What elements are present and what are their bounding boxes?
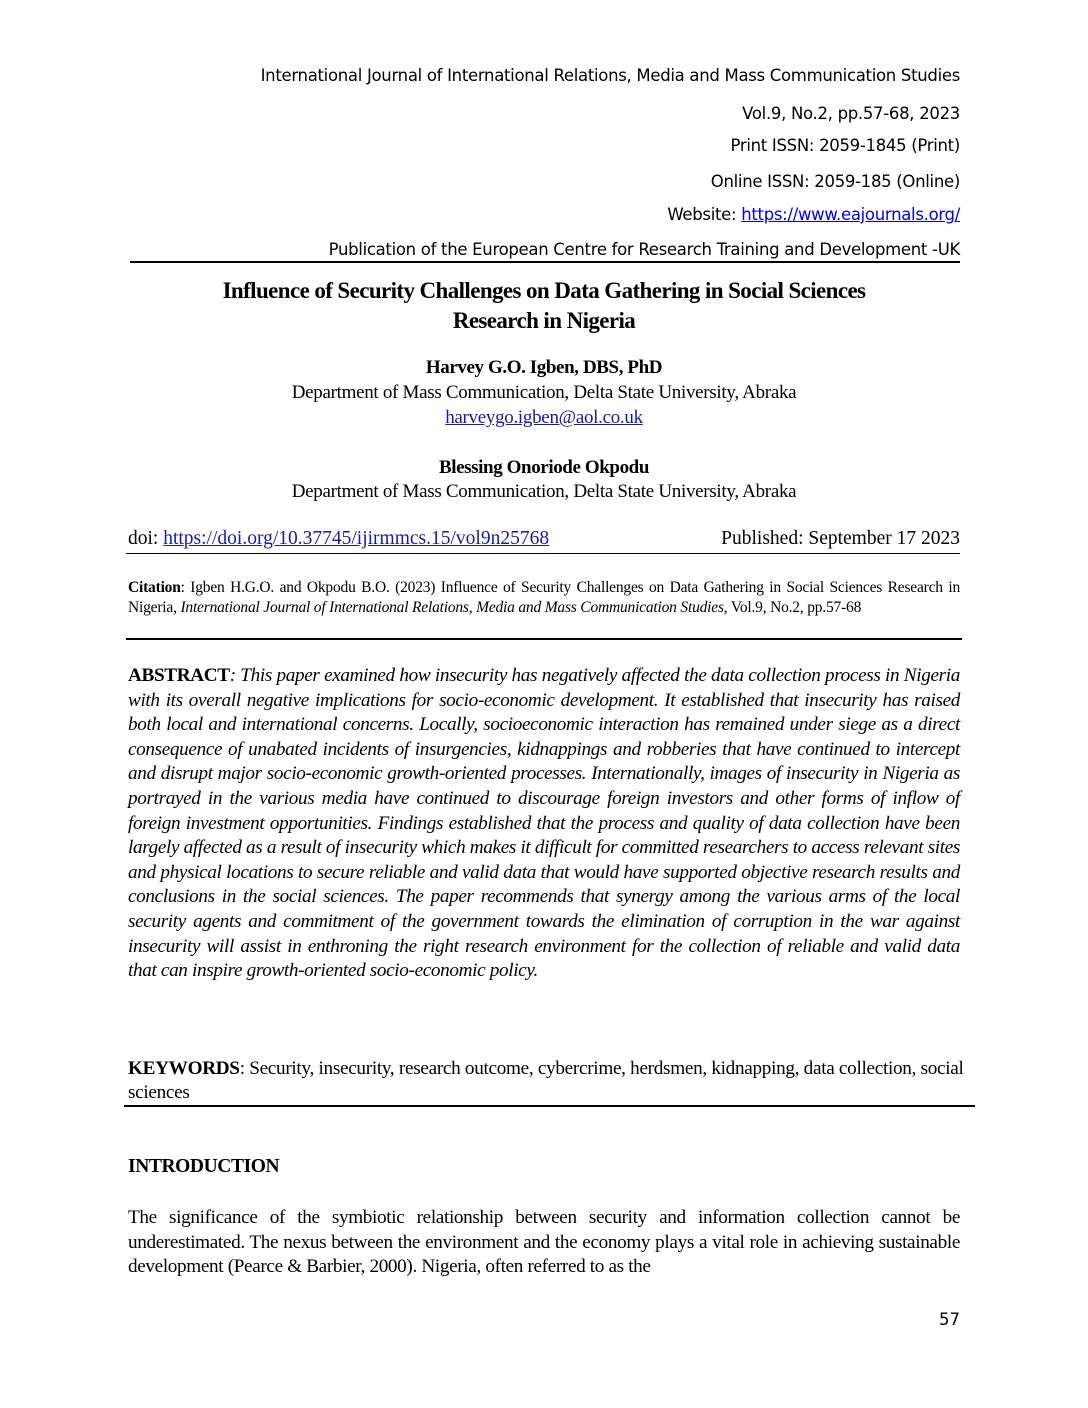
abstract-text: : This paper examined how insecurity has negatively affected the data collection process in Nigeria with its overall negative implications for socio-economic development. It established that insecurity has raised both local and international concerns. Locally, socioeconomic interaction has remained under siege as a direct consequence of unabated incidents of insurgencies, kidnappings and robberies that have continued to intercept and disrupt major socio-economic growth-oriented processes. Internationally, images of insecurity in Nigeria as portrayed in the various media have continued to discourage foreign investors and other forms of inflow of foreign investment opportunities. Findings established that the process and quality of data collection have been largely affected as a result of insecurity which makes it difficult for committed researchers to access relevant sites and physical locations to secure reliable and valid data that would have supported objective research results and conclusions in the social sciences. The paper recommends that synergy among the various arms of the local security agents and commitment of the government towards the elimination of corruption in the war against insecurity will assist in enthroning the right research environment for the collection of reliable and valid data that can inspire growth-oriented socio-economic policy. bbox=[128, 665, 960, 982]
doi-line bbox=[128, 528, 549, 550]
doi-link[interactable]: https://doi.org/10.37745/ijirmmcs.15/vol9n25768 bbox=[163, 528, 550, 549]
journal-name: International Journal of International Relations, Media and Mass Communication Studies bbox=[260, 66, 960, 85]
citation-journal: International Journal of International Relations, Media and Mass Communication Studies bbox=[180, 599, 724, 616]
citation-divider bbox=[126, 638, 962, 640]
keywords-text: : Security, insecurity, research outcome, cybercrime, herdsmen, kidnapping, data collection, social sciences bbox=[128, 1058, 964, 1103]
author-1-name: Harvey G.O. Igben, DBS, PhD bbox=[425, 357, 663, 378]
author-1-email-link[interactable]: harveygo.igben@aol.co.uk bbox=[445, 407, 643, 428]
published-date: Published: September 17 2023 bbox=[721, 528, 960, 549]
citation-tail: , Vol.9, No.2, pp.57-68 bbox=[723, 599, 862, 616]
citation-text: : Igben H.G.O. and Okpodu B.O. (2023) Influence of Security Challenges on Data Gathering in Social Sciences Research in Nigeria, bbox=[128, 579, 960, 616]
author-1-affiliation: Department of Mass Communication, Delta State University, Abraka bbox=[291, 382, 797, 403]
website-label: Website: bbox=[667, 205, 742, 224]
abstract-label: ABSTRACT bbox=[128, 665, 230, 686]
author-1-email-line bbox=[0, 407, 1088, 429]
website-link[interactable]: https://www.eajournals.org/ bbox=[741, 205, 960, 224]
doi-divider bbox=[126, 553, 960, 554]
keywords-divider bbox=[124, 1105, 975, 1107]
author-2-affiliation: Department of Mass Communication, Delta State University, Abraka bbox=[291, 481, 797, 502]
introduction-paragraph: The significance of the symbiotic relationship between security and information collection cannot be underestimated. The nexus between the environment and the economy plays a vital role in achieving sustainable development (Pearce & Barbier, 2000). Nigeria, often referred to as the bbox=[128, 1207, 960, 1277]
doi-label: doi: bbox=[128, 528, 164, 549]
author-2-name: Blessing Onoriode Okpodu bbox=[438, 457, 650, 478]
header-divider bbox=[130, 261, 960, 263]
abstract-block bbox=[128, 664, 960, 984]
keywords-block bbox=[128, 1057, 974, 1105]
title-line-1: Influence of Security Challenges on Data Gathering in Social Sciences bbox=[222, 278, 866, 303]
website-line bbox=[667, 205, 960, 225]
citation-block bbox=[128, 578, 960, 618]
online-issn: Online ISSN: 2059-185 (Online) bbox=[710, 172, 960, 191]
print-issn: Print ISSN: 2059-1845 (Print) bbox=[730, 136, 960, 155]
publisher-line: Publication of the European Centre for Research Training and Development -UK bbox=[328, 240, 960, 259]
title-line-2: Research in Nigeria bbox=[452, 308, 636, 333]
keywords-label: KEYWORDS bbox=[128, 1058, 240, 1079]
citation-label: Citation bbox=[128, 579, 181, 596]
article-title bbox=[0, 276, 1088, 336]
page-number: 57 bbox=[939, 1310, 960, 1329]
volume-info: Vol.9, No.2, pp.57-68, 2023 bbox=[742, 104, 960, 123]
introduction-heading: INTRODUCTION bbox=[128, 1156, 280, 1177]
